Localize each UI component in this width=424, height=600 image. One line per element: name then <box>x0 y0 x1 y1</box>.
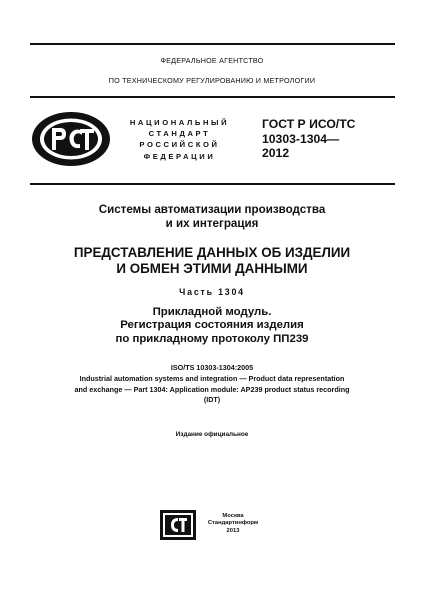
english-line-3: (IDT) <box>203 395 221 405</box>
publisher-info <box>203 513 263 535</box>
designation-line-1: ГОСТ Р ИСО/ТС <box>262 117 356 131</box>
english-line-1: Industrial automation systems and integration — Product data representation <box>79 374 345 383</box>
part-number: Часть 1304 <box>179 287 245 297</box>
agency-line-1: ФЕДЕРАЛЬНОЕ АГЕНТСТВО <box>160 56 264 65</box>
agency-line-2: ПО ТЕХНИЧЕСКОМУ РЕГУЛИРОВАНИЮ И МЕТРОЛОГИИ <box>108 76 316 85</box>
title-systems <box>0 203 424 230</box>
title1-line-2: и их интеграция <box>165 216 259 230</box>
header-rule <box>30 96 395 98</box>
std-line-1: НАЦИОНАЛЬНЫЙ <box>129 118 230 127</box>
publisher-name: Стандартинформ <box>207 520 259 527</box>
standartinform-logo-icon <box>160 510 196 540</box>
title3-line-2: Регистрация состояния изделия <box>120 319 304 332</box>
national-standard-label <box>117 117 242 162</box>
title3-line-3: по прикладному протоколу ПП239 <box>115 332 309 345</box>
title-module <box>0 306 424 346</box>
publisher-year: 2013 <box>226 527 240 534</box>
title2-line-1: ПРЕДСТАВЛЕНИЕ ДАННЫХ ОБ ИЗДЕЛИИ <box>73 245 351 260</box>
iso-reference: ISO/TS 10303-1304:2005 <box>170 363 254 372</box>
standard-rule <box>30 183 395 185</box>
standard-designation <box>262 117 402 161</box>
title3-line-1: Прикладной модуль. <box>152 306 272 318</box>
title2-line-2: И ОБМЕН ЭТИМИ ДАННЫМИ <box>116 261 308 276</box>
std-line-4: ФЕДЕРАЦИИ <box>143 151 216 161</box>
rst-certification-logo-icon <box>30 110 112 168</box>
title-main <box>0 245 424 277</box>
designation-line-2: 10303-1304— <box>262 131 340 146</box>
std-line-3: РОССИЙСКОЙ <box>139 140 220 150</box>
english-line-2: and exchange — Part 1304: Application module: AP239 product status recording <box>74 384 350 394</box>
std-line-2: СТАНДАРТ <box>148 129 211 139</box>
publisher-city: Москва <box>222 513 244 519</box>
top-rule <box>30 43 395 45</box>
title1-line-1: Системы автоматизации производства <box>98 203 326 216</box>
edition-label: Издание официальное <box>175 431 249 438</box>
designation-line-3: 2012 <box>262 146 290 160</box>
english-title <box>0 374 424 406</box>
